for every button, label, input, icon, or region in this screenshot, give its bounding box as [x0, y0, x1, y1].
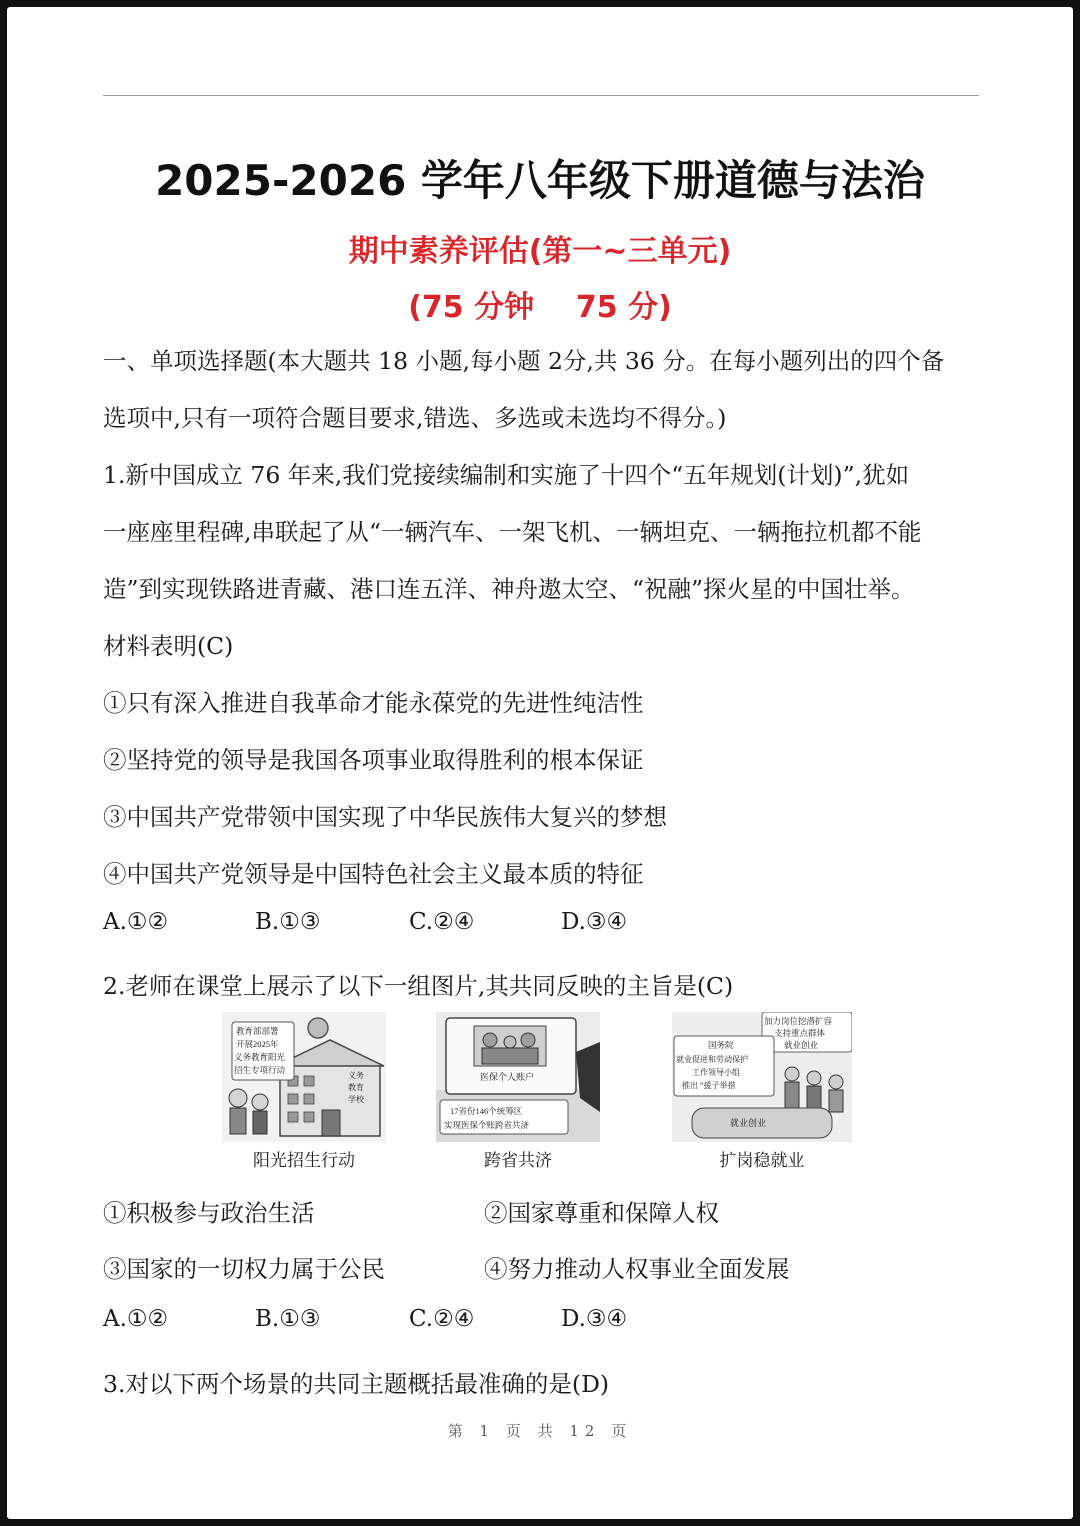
- header-rule: [103, 95, 979, 96]
- q2-statement-1: ①积极参与政治生活: [103, 1199, 315, 1227]
- exam-title: 2025-2026 学年八年级下册道德与法治: [155, 156, 925, 205]
- svg-text:加力岗位挖潜扩容: 加力岗位挖潜扩容: [764, 1016, 833, 1026]
- svg-text:实现医保个账跨省共济: 实现医保个账跨省共济: [444, 1120, 530, 1130]
- svg-text:招生专项行动: 招生专项行动: [234, 1065, 286, 1075]
- figure-caption-2: 跨省共济: [484, 1151, 552, 1171]
- svg-text:医保个人账户: 医保个人账户: [480, 1072, 535, 1082]
- svg-text:就业促进和劳动保护: 就业促进和劳动保护: [676, 1055, 748, 1064]
- q1-statement-1: ①只有深入推进自我革命才能永葆党的先进性纯洁性: [103, 689, 644, 717]
- q3-stem: 3.对以下两个场景的共同主题概括最准确的是(D): [103, 1370, 610, 1398]
- figure-caption-1: 阳光招生行动: [253, 1151, 355, 1171]
- page-number-footer: 第 1 页 共 12 页: [447, 1422, 633, 1440]
- svg-text:支持重点群体: 支持重点群体: [774, 1028, 826, 1038]
- svg-text:就业创业: 就业创业: [730, 1118, 767, 1128]
- q1-option-c: C.②④: [409, 909, 475, 935]
- cartoon-school-image: [222, 1012, 386, 1142]
- exam-subtitle: 期中素养评估(第一~三单元): [348, 234, 732, 269]
- svg-text:义务教育阳光: 义务教育阳光: [234, 1052, 286, 1062]
- q2-option-c: C.②④: [409, 1306, 475, 1332]
- q2-statement-4: ④努力推动人权事业全面发展: [484, 1255, 790, 1283]
- q1-statement-2: ②坚持党的领导是我国各项事业取得胜利的根本保证: [103, 746, 644, 774]
- q2-stem: 2.老师在课堂上展示了以下一组图片,其共同反映的主旨是(C): [103, 972, 734, 1000]
- svg-text:工作领导小组: 工作领导小组: [692, 1068, 740, 1077]
- svg-text:就业创业: 就业创业: [784, 1040, 819, 1050]
- svg-text:教育部部署: 教育部部署: [236, 1026, 279, 1036]
- figure-caption-3: 扩岗稳就业: [719, 1151, 805, 1171]
- q2-statement-2: ②国家尊重和保障人权: [484, 1199, 719, 1227]
- cartoon-employment-image: [672, 1012, 852, 1142]
- q1-option-b: B.①③: [255, 909, 321, 935]
- svg-text:教育: 教育: [348, 1083, 364, 1092]
- section-instruction-line2: 选项中,只有一项符合题目要求,错选、多选或未选均不得分。): [103, 404, 727, 432]
- section-instruction-line1: 一、单项选择题(本大题共 18 小题,每小题 2分,共 36 分。在每小题列出的四个备: [103, 347, 945, 375]
- exam-duration-score: (75 分钟 75 分): [408, 290, 672, 325]
- figure-sunshine-enrollment: [222, 1012, 386, 1142]
- svg-text:义务: 义务: [348, 1071, 364, 1080]
- cartoon-medical-insurance-image: [436, 1012, 600, 1142]
- q1-statement-4: ④中国共产党领导是中国特色社会主义最本质的特征: [103, 860, 644, 888]
- q2-option-a: A.①②: [103, 1306, 169, 1332]
- q2-option-b: B.①③: [255, 1306, 321, 1332]
- q1-stem-line1: 1.新中国成立 76 年来,我们党接续编制和实施了十四个“五年规划(计划)”,犹如: [103, 461, 910, 489]
- svg-text:学校: 学校: [348, 1095, 364, 1104]
- q1-stem-line2: 一座座里程碑,串联起了从“一辆汽车、一架飞机、一辆坦克、一辆拖拉机都不能: [103, 518, 922, 546]
- svg-text:17省份146个统筹区: 17省份146个统筹区: [450, 1106, 523, 1116]
- q1-option-a: A.①②: [103, 909, 169, 935]
- q2-statement-3: ③国家的一切权力属于公民: [103, 1255, 385, 1283]
- q1-statement-3: ③中国共产党带领中国实现了中华民族伟大复兴的梦想: [103, 803, 667, 831]
- figure-cross-province-mutual-aid: [436, 1012, 600, 1142]
- q1-stem-line3: 造”到实现铁路进青藏、港口连五洋、神舟遨太空、“祝融”探火星的中国壮举。: [103, 575, 915, 603]
- svg-text:开展2025年: 开展2025年: [236, 1039, 279, 1049]
- q1-option-d: D.③④: [561, 909, 628, 935]
- q2-option-d: D.③④: [561, 1306, 628, 1332]
- svg-text:国务院: 国务院: [708, 1040, 734, 1050]
- q1-stem-line4: 材料表明(C): [103, 632, 234, 660]
- figure-expand-jobs: [672, 1012, 852, 1142]
- svg-text:推出 “援子举措: 推出 “援子举措: [682, 1081, 736, 1090]
